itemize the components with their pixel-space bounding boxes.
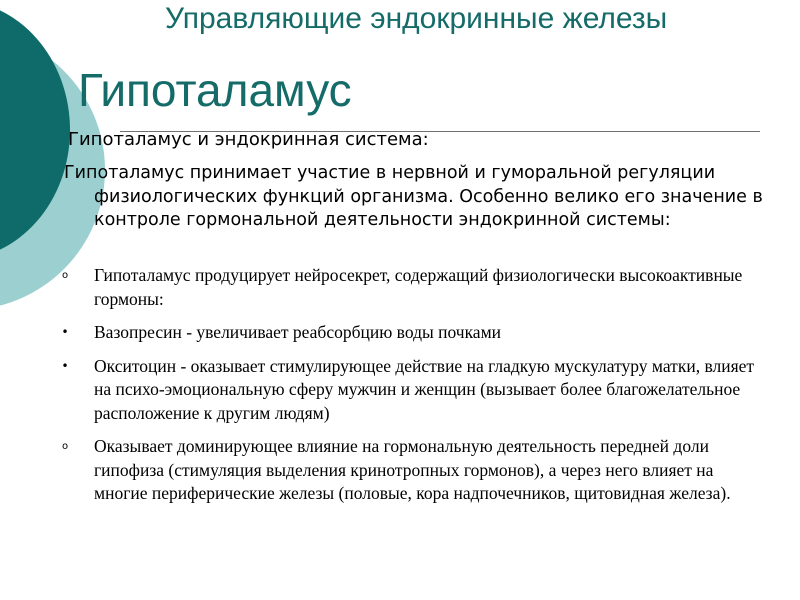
bullet-text: Оказывает доминирующее влияние на гормональную деятельность передней доли гипофиза (стимуляция выделения кринотропных гормонов), а через него влияет на многие периферические железы (половые, кора надпочечников, щитовидная железа). [94,436,731,503]
list-item [58,355,770,426]
section-heading: Гипоталамус и эндокринная система: [68,129,429,150]
bullet-text: Окситоцин - оказывает стимулирующее действие на гладкую мускулатуру матки, влияет на психо-эмоциональную сферу мужчин и женщин (вызывает более благожелательное расположение к другим людям) [94,355,755,423]
bullet-list [58,264,770,516]
bullet-text: Гипоталамус продуцирует нейросекрет, содержащий физиологически высокоактивные гормоны: [94,265,743,309]
bullet-marker: • [61,358,69,373]
list-item [58,321,770,345]
slide-subtitle: Гипоталамус [78,64,352,116]
bullet-marker: o [61,270,69,281]
bullet-text: Вазопресин - увеличивает реабсорбцию воды почками [94,322,502,342]
list-item [58,435,770,506]
intro-paragraph: Гипоталамус принимает участие в нервной и гуморальной регуляции физиологических функций организма. Особенно велико его значение в контроле гормональной деятельности эндокринной системы: [64,163,763,230]
bullet-marker: • [61,325,69,339]
list-item [58,264,770,311]
bullet-marker: o [61,441,69,452]
slide-title: Управляющие эндокринные железы [165,2,668,35]
